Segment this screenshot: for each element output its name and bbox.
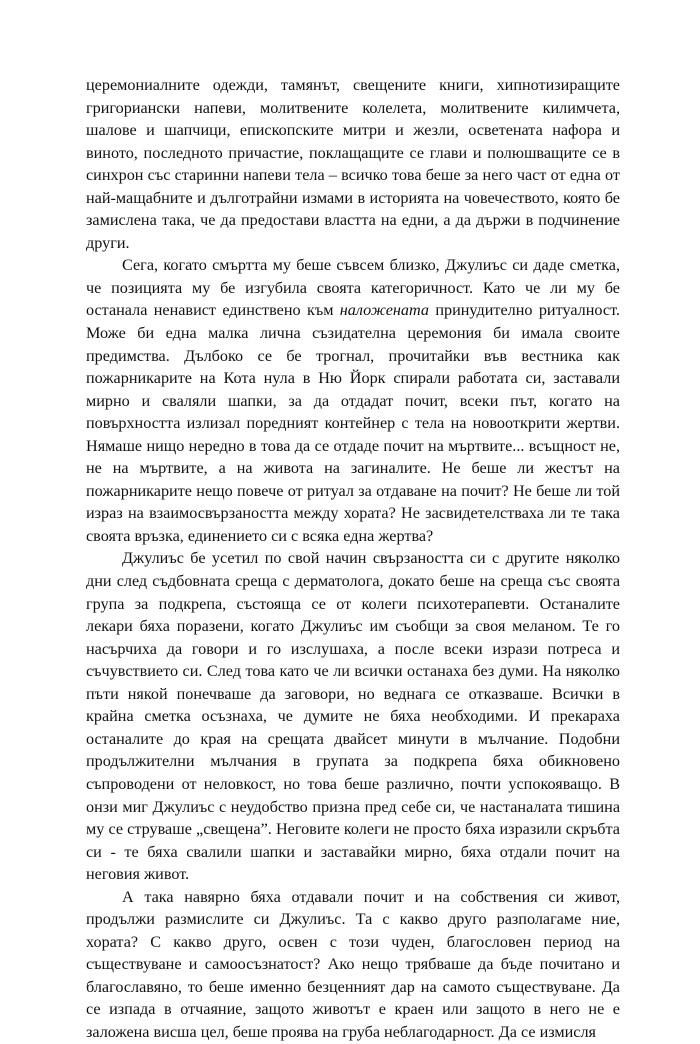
paragraph-4 <box>86 886 620 1044</box>
text-body <box>86 74 620 1044</box>
paragraph-2-italic-word: наложената <box>339 301 429 320</box>
paragraph-1 <box>86 74 620 254</box>
paragraph-2 <box>86 254 620 547</box>
paragraph-3-text: Джулиъс бе усетил по свой начин свързаността си с другите няколко дни след съдбовната среща с дерматолога, докато беше на среща със своята група за подкрепа, състояща се от колеги психотерапевти. Останалите лекари бяха поразени, когато Джулиъс им съобщи за своя меланом. Те го насърчиха да говори и го изслушаха, а после всеки изрази потреса и съчувствието си. След това като че ли всички останаха без думи. На няколко пъти някой понечваше да заговори, но веднага се отказваше. Всички в крайна сметка осъзнаха, че думите не бяха необходими. И прекараха останалите до края на срещата двайсет минути в мълчание. Подобни продължителни мълчания в групата за подкрепа бяха обикновено съпроводени от неловкост, но това беше различно, почти успокояващо. В онзи миг Джулиъс с неудобство призна пред себе си, че настаналата тишина му се струваше „свещена”. Неговите колеги не просто бяха изразили скръбта си - те бяха свалили шапки и заставайки мирно, бяха отдали почит на неговия живот. <box>86 549 620 884</box>
paragraph-4-text: А така навярно бяха отдавали почит и на собствения си живот, продължи размислите си Джулиъс. Та с какво друго разполагаме ние, хората? С какво друго, освен с този чуден, благословен период на съществуване и самоосъзнатост? Ако нещо трябваше да бъде почитано и благославяно, то беше именно безценният дар на самото съществуване. Да се изпада в отчаяние, защото животът е краен или защото в него не е заложена висша цел, беше проява на груба неблагодарност. Да се измисля <box>86 887 620 1041</box>
paragraph-2-text-b: принудително ритуалност. Може би една малка лична съзидателна церемония би имала своите предимства. Дълбоко се бе трогнал, прочитайки във вестника как пожарникарите на Кота нула в Ню Йорк спирали работата си, заставали мирно и сваляли шапки, за да отдадат почит, всеки път, когато на повърхността излизал поредният контейнер с тела на новооткрити жертви. Нямаше нищо нередно в това да се отдаде почит на мъртвите... всъщност не, не на мъртвите, а на живота на загиналите. Не беше ли жестът на пожарникарите нещо повече от ритуал за отдаване на почит? Не беше ли той израз на взаимосвързаността между хората? Не засвидетелстваха ли те така своята връзка, единението си с всяка една жертва? <box>86 301 620 545</box>
paragraph-3 <box>86 547 620 885</box>
paragraph-2-text-a: Сега, когато смъртта му беше съвсем близко, Джулиъс си даде сметка, че позицията му бе изгубила своята категоричност. Като че ли му бе останала ненавист единствено към <box>86 256 620 320</box>
paragraph-1-text: церемониалните одежди, тамянът, свещените книги, хипнотизиращите григориански напеви, молитвените колелета, молитвените килимчета, шалове и шапчици, епископските митри и жезли, осветената нафора и виното, последното причастие, поклащащите се глави и полюшващите се в синхрон със старинни напеви тела – всичко това беше за него част от една от най-мащабните и дълготрайни измами в историята на човечеството, която бе замислена така, че да предостави властта на едни, а да държи в подчинение други. <box>86 76 620 252</box>
